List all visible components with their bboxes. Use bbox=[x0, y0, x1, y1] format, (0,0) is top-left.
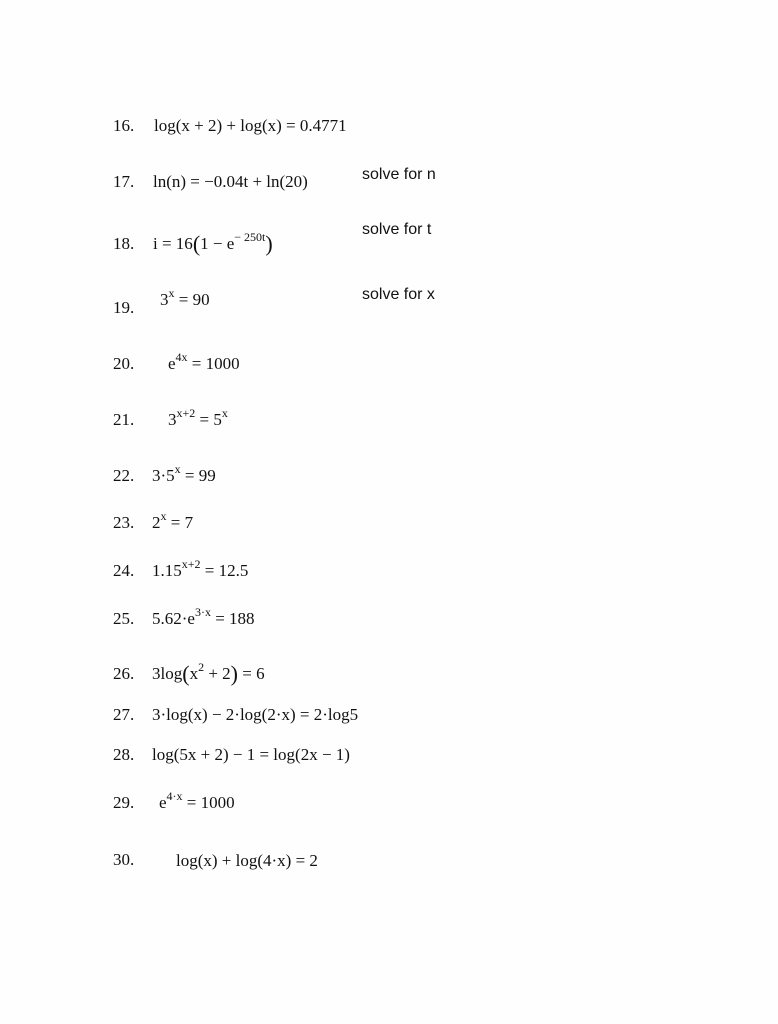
problem-30 bbox=[0, 848, 778, 876]
problem-16 bbox=[0, 116, 778, 144]
problem-equation: $3^{x+2} = 5^x$ bbox=[168, 406, 228, 429]
problem-18 bbox=[0, 221, 778, 262]
problem-equation: $2^x = 7$ bbox=[152, 509, 194, 532]
solve-instruction: solve for n bbox=[362, 166, 436, 183]
problem-number: 17. bbox=[113, 172, 135, 191]
problem-28 bbox=[0, 745, 778, 773]
solve-instruction: solve for x bbox=[362, 286, 435, 303]
problem-27 bbox=[0, 705, 778, 733]
problem-equation: log(x + 2) + log(x) = 0.4771 bbox=[154, 116, 347, 135]
problem-25 bbox=[0, 605, 778, 637]
problem-19 bbox=[0, 286, 778, 326]
problem-number: 19. bbox=[113, 298, 135, 317]
problem-number: 29. bbox=[113, 793, 135, 812]
problem-number: 26. bbox=[113, 664, 135, 683]
problem-26 bbox=[0, 660, 778, 692]
problem-equation: $e^{4\cdot x} = 1000$ bbox=[159, 789, 235, 812]
problem-equation: log(x) + log(4·x) = 2 bbox=[176, 851, 318, 870]
problem-22 bbox=[0, 462, 778, 494]
solve-instruction: solve for t bbox=[362, 221, 432, 238]
problem-equation: log(5x + 2) − 1 = log(2x − 1) bbox=[152, 745, 350, 764]
problem-17 bbox=[0, 166, 778, 200]
problem-number: 24. bbox=[113, 561, 135, 580]
problem-number: 28. bbox=[113, 745, 135, 764]
problem-24 bbox=[0, 557, 778, 589]
problem-number: 27. bbox=[113, 705, 135, 724]
problem-21 bbox=[0, 406, 778, 438]
problem-equation: $3\log(x^2 + 2) = 6$ bbox=[152, 660, 265, 686]
problem-number: 22. bbox=[113, 466, 135, 485]
problem-29 bbox=[0, 789, 778, 821]
problem-equation: $3\cdot 5^x = 99$ bbox=[152, 462, 216, 485]
problem-number: 18. bbox=[113, 234, 135, 253]
problem-number: 23. bbox=[113, 513, 135, 532]
problem-equation: $3^x = 90$ bbox=[160, 286, 210, 309]
problem-number: 21. bbox=[113, 410, 135, 429]
problem-number: 30. bbox=[113, 850, 135, 869]
problem-equation: $5.62\cdot e^{3\cdot x} = 188$ bbox=[152, 605, 255, 628]
problem-number: 16. bbox=[113, 116, 135, 135]
problem-number: 25. bbox=[113, 609, 135, 628]
problem-equation: 3·log(x) − 2·log(2·x) = 2·log5 bbox=[152, 705, 359, 724]
problem-number: 20. bbox=[113, 354, 135, 373]
problem-equation: $1.15^{x+2} = 12.5$ bbox=[152, 557, 249, 580]
problem-20 bbox=[0, 350, 778, 382]
problem-equation: $e^{4x} = 1000$ bbox=[168, 350, 240, 373]
problem-23 bbox=[0, 509, 778, 541]
problem-equation: ln(n) = −0.04t + ln(20) bbox=[153, 172, 308, 191]
problem-equation: $i = 16(1 - e^{- 250t})$ bbox=[153, 230, 273, 256]
